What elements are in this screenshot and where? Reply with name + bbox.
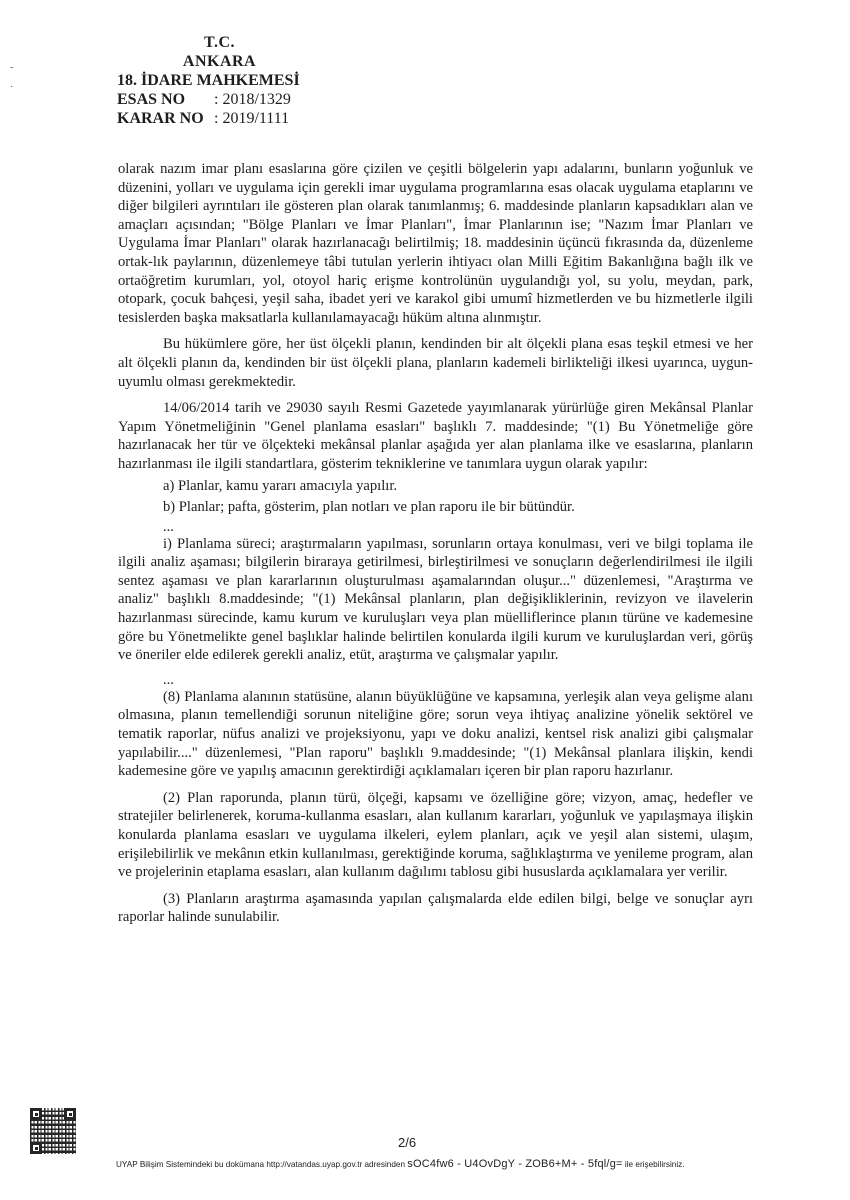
paragraph: (2) Plan raporunda, planın türü, ölçeği, kapsamı ve özelliğine göre; vizyon, amaç, hedefler ve stratejiler belirlenerek, koruma-kullanma esasları, alan kullanım kararları, yoğunluk ve yapılaşmaya ilişkin konularda planlama esasları ve uygulama ilkeleri, eylem planları, açık ve yeşil alan sistemi, ulaşım, erişilebilirlik ve mekânın etkin kullanılması, gerektiğinde koruma, sağlıklaştırma ve yenileme program, alan ve projelerinin etaplama esasları, alan kullanım dağılımı tablosu gibi hususlarda açıklamalara yer verilir. — [118, 789, 753, 881]
karar-label: KARAR NO — [117, 110, 204, 127]
footer-suffix: ile erişebilirsiniz. — [624, 1160, 685, 1169]
karar-row — [117, 109, 322, 128]
paragraph: i) Planlama süreci; araştırmaların yapılması, sorunların ortaya konulması, veri ve bilgi toplama ile ilgili analiz aşaması; bilgilerin biraraya getirilmesi, birleştirilmesi ve sonuçların değerlendirilmesi ile ilgili sentez aşaması ve plan kararlarının oluşturulması aşamalarından oluşur..." düzenlemesi, "Araştırma ve analiz" başlıklı 8.maddesinde; "(1) Mekânsal planların, plan değişikliklerinin, revizyon ve ilavelerin hazırlanması sürecinde, kamu kurum ve kuruluşları veya plan müelliflerince planın türüne ve kademesine göre bu Yönetmelikte genel başlıklar halinde belirtilen konularda ilgili kurum ve kuruluşlardan veri, görüş ve öneriler elde edilerek gerekli analiz, etüt, araştırma ve çalışmalar yapılır. — [118, 535, 753, 664]
esas-label: ESAS NO — [117, 91, 186, 108]
ellipsis: ... — [163, 671, 174, 688]
list-item: a) Planlar, kamu yararı amacıyla yapılır. — [163, 477, 398, 494]
esas-row — [117, 90, 322, 109]
qr-code — [30, 1108, 76, 1154]
verification-footer — [116, 1158, 766, 1170]
paragraph: (3) Planların araştırma aşamasında yapılan çalışmalarda elde edilen bilgi, belge ve sonuçlar ayrı raporlar halinde sunulabilir. — [118, 890, 753, 926]
page-number: 2/6 — [398, 1135, 417, 1150]
document-body — [118, 160, 753, 927]
document-header — [117, 33, 322, 128]
verification-code: sOC4fw6 - U4OvDgY - ZOB6+M+ - 5fql/g= — [407, 1158, 623, 1170]
paragraph: olarak nazım imar planı esaslarına göre çizilen ve çeşitli bölgelerin yapı adalarını, bunların yoğunluk ve düzenini, yolları ve uygulama için gerekli imar uygulama programlarına esas olacak uygulama etaplarını ve diğer bilgileri ayrıntıları ile gösteren plan olarak tanımlanmış; 6. maddesinde planların kapsadıkları alan ve amaçları açısından; "Bölge Planları ve İmar Planları", İmar Planlarının ise; "Nazım İmar Planları ve Uygulama İmar Planları" olarak hazırlanacağı belirtilmiş; 18. maddesinin üçüncü fıkrasında da, düzenleme ortak-lık paylarının, düzenlemeye tâbi tutulan yerlerin ihtiyacı olan Milli Eğitim Bakanlığına bağlı ilk ve ortaöğretim kurumları, yol, otoyol hariç erişme kontrolünün uygulandığı yol, su yolu, meydan, park, otopark, çocuk bahçesi, yeşil saha, ibadet yeri ve karakol gibi umumî hizmetlerden ve bu hizmetlerle ilgili tesislerden başka maksatlarla kullanılamayacağı hüküm altına alınmıştır. — [118, 161, 753, 326]
scan-mark: - — [10, 62, 14, 73]
esas-value: : 2018/1329 — [214, 91, 291, 108]
header-court: 18. İDARE MAHKEMESİ — [117, 72, 300, 89]
list-item: b) Planlar; pafta, gösterim, plan notları ve plan raporu ile bir bütündür. — [163, 499, 575, 516]
paragraph: Bu hükümlere göre, her üst ölçekli planın, kendinden bir alt ölçekli plana esas teşkil etmesi ve her alt ölçekli planın da, kendinden bir üst ölçekli plana, planların kademeli birlikteliği ilkesi uyarınca, uygun-uyumlu olması gerekmektedir. — [118, 336, 753, 390]
paragraph: 14/06/2014 tarih ve 29030 sayılı Resmi Gazetede yayımlanarak yürürlüğe giren Mekânsal Planlar Yapım Yönetmeliğinin "Genel planlama esasları" başlıklı 7. maddesinde; "(1) Bu Yönetmeliğe göre hazırlanacak her tür ve ölçekteki mekânsal planlar aşağıda yer alan planlama ilke ve esaslarına, planların hazırlanması ile ilgili standartlara, gösterim tekniklerine ve tanımlara uygun olarak yapılır: — [118, 400, 753, 472]
footer-prefix: UYAP Bilişim Sistemindeki bu dokümana http://vatandas.uyap.gov.tr adresinden — [116, 1160, 405, 1169]
header-city: ANKARA — [182, 53, 257, 70]
karar-value: : 2019/1111 — [214, 110, 290, 127]
ellipsis: ... — [163, 518, 174, 535]
paragraph: (8) Planlama alanının statüsüne, alanın büyüklüğüne ve kapsamına, yerleşik alan veya gelişme alanı olmasına, planın temellendiği sorunun niteliğine göre; sorun veya ihtiyaç analizine yönelik sektörel ve tematik raporlar, nüfus analizi ve projeksiyonu, yapı ve doku analizi, kentsel risk analizi gibi çalışmalar yapılabilir...." düzenlemesi, "Plan raporu" başlıklı 9.maddesinde; "(1) Mekânsal planlara ilişkin, kendi kademesine göre ve yapılış amacının gerektirdiği açıklamaları içeren bir plan raporu hazırlanır. — [118, 688, 753, 780]
header-country: T.C. — [203, 34, 236, 51]
scan-mark: · — [10, 82, 14, 93]
